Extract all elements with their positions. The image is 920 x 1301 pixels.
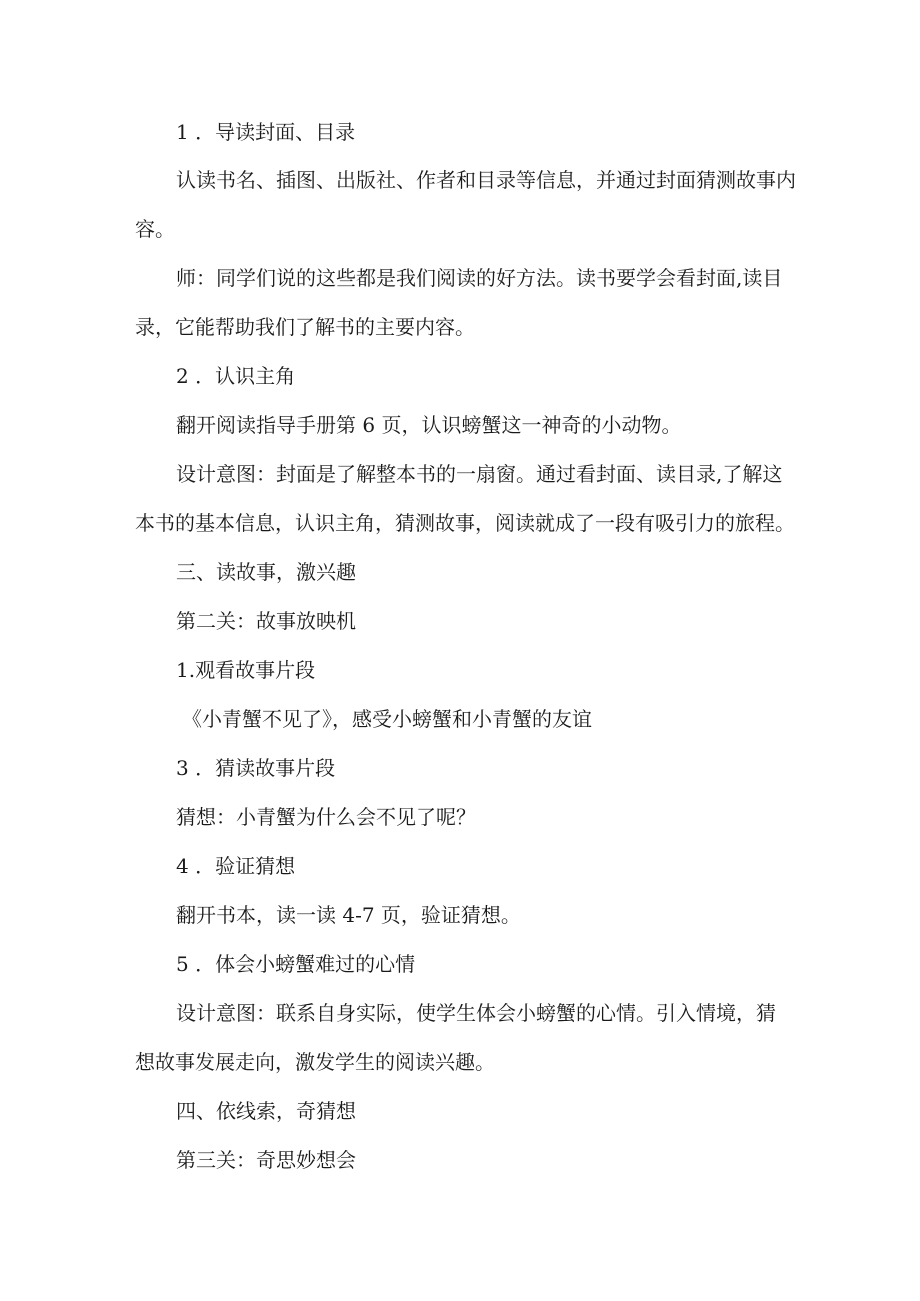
paragraph-text: 录，它能帮助我们了解书的主要内容。 bbox=[135, 315, 475, 339]
book-title-text: 《小青蟹不见了》，感受小螃蟹和小青蟹的友谊 bbox=[182, 707, 592, 731]
section-heading-read-story: 三、读故事，激兴趣 bbox=[176, 560, 356, 584]
level-heading-two: 第二关：故事放映机 bbox=[176, 609, 356, 633]
design-intent-text: 本书的基本信息，认识主角，猜测故事，阅读就成了一段有吸引力的旅程。 bbox=[135, 511, 795, 535]
section-heading-main-character: 2 ．认识主角 bbox=[176, 364, 296, 388]
level-heading-three: 第三关：奇思妙想会 bbox=[176, 1148, 356, 1172]
paragraph-text: 容。 bbox=[135, 217, 175, 241]
paragraph-text: 师：同学们说的这些都是我们阅读的好方法。读书要学会看封面,读目 bbox=[176, 266, 783, 290]
step-heading: 4 ．验证猜想 bbox=[176, 854, 296, 878]
design-intent-text: 设计意图：联系自身实际，使学生体会小螃蟹的心情。引入情境，猜 bbox=[176, 1001, 776, 1025]
section-heading-cover-toc: 1 ．导读封面、目录 bbox=[176, 120, 356, 144]
design-intent-text: 想故事发展走向，激发学生的阅读兴趣。 bbox=[135, 1050, 495, 1074]
step-heading: 5 ．体会小螃蟹难过的心情 bbox=[176, 952, 416, 976]
step-heading: 1.观看故事片段 bbox=[176, 658, 316, 682]
section-heading-clues: 四、依线索，奇猜想 bbox=[176, 1099, 356, 1123]
paragraph-text: 认读书名、插图、出版社、作者和目录等信息，并通过封面猜测故事内 bbox=[176, 168, 796, 192]
paragraph-text: 猜想：小青蟹为什么会不见了呢？ bbox=[176, 805, 476, 829]
step-heading: 3 ．猜读故事片段 bbox=[176, 756, 336, 780]
design-intent-text: 设计意图：封面是了解整本书的一扇窗。通过看封面、读目录,了解这 bbox=[176, 462, 783, 486]
paragraph-text: 翻开阅读指导手册第 6 页，认识螃蟹这一神奇的小动物。 bbox=[176, 413, 682, 437]
paragraph-text: 翻开书本，读一读 4-7 页，验证猜想。 bbox=[176, 903, 521, 927]
